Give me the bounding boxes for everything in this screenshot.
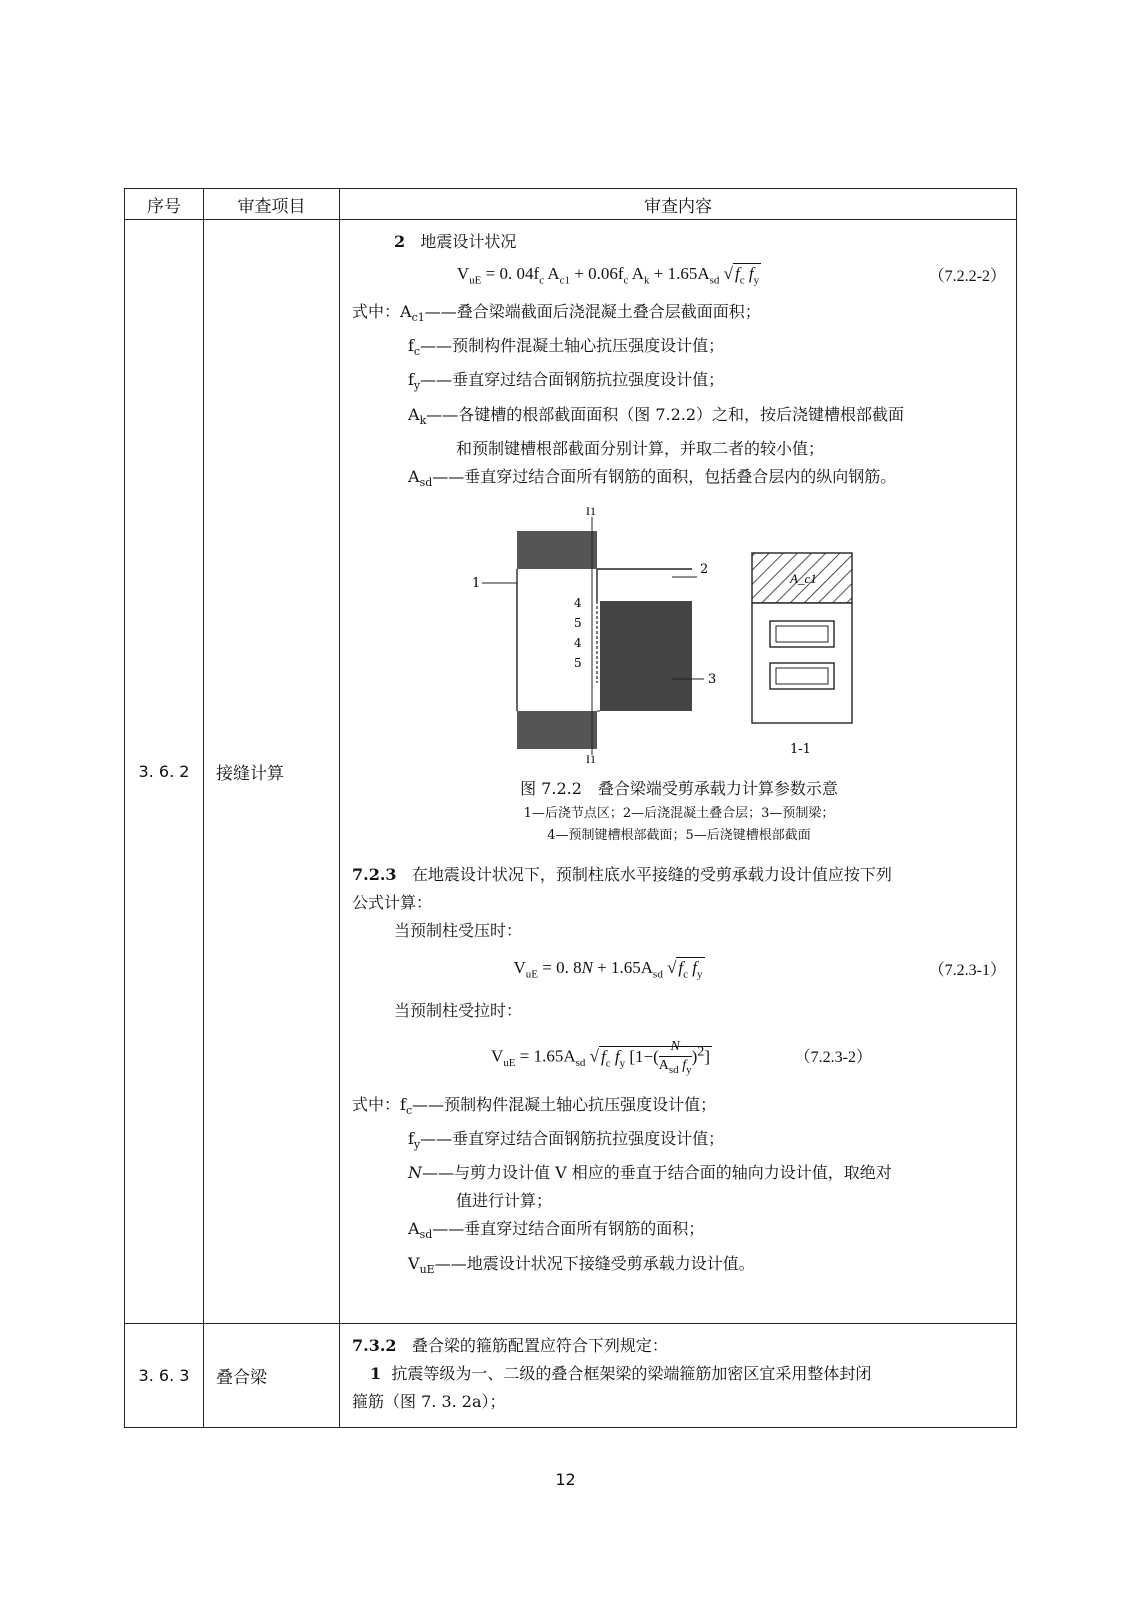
lower-column-block (517, 711, 597, 749)
label-5a: 5 (574, 615, 582, 630)
row-number: 3. 6. 3 (125, 1324, 204, 1428)
equation-number: （7.2.2-2） (928, 268, 1006, 285)
header-no: 序号 (125, 189, 204, 220)
clause-item-1-continued: 箍筋（图 7. 3. 2a）； (352, 1392, 506, 1411)
row-content (340, 1324, 1017, 1428)
definition-line: $f_y——$垂直穿过结合面钢筋抗拉强度设计值； (408, 370, 725, 393)
definition-line: 式中：$f_c——$预制构件混凝土轴心抗压强度设计值； (352, 1094, 717, 1118)
figure-legend-line-2: 4—预制键槽根部截面；5—后浇键槽根部截面 (547, 827, 811, 843)
equation-7-2-3-1 (352, 945, 1006, 997)
precast-beam (600, 601, 692, 711)
label-3: 3 (708, 671, 717, 687)
table-header-row (125, 189, 1017, 220)
formula: $V_{uE} = 0$. $8N + 1.65A_{sd}$ √ $f_c$ $f_y$ (513, 957, 703, 981)
equation-number: （7.2.3-2） (794, 1048, 872, 1066)
section-caption: 1-1 (790, 741, 811, 757)
label-4a: 4 (574, 595, 582, 610)
definition-line: 值进行计算； (456, 1191, 553, 1211)
table-row (125, 220, 1017, 1324)
clause-7-3-2: 7.3.2 叠合梁的箍筋配置应符合下列规定： (352, 1336, 668, 1355)
label-2: 2 (700, 561, 709, 577)
subsection-heading: 2 地震设计状况 (394, 232, 517, 251)
case-compression: 当预制柱受压时： (394, 920, 523, 940)
clause-item-1: 1 抗震等级为一、二级的叠合框架梁的梁端箍筋加密区宜采用整体封闭 (370, 1364, 872, 1383)
review-table (124, 188, 1017, 1428)
definition-line: N——与剪力设计值 V 相应的垂直于结合面的轴向力设计值，取绝对 (408, 1163, 892, 1183)
definitions (352, 298, 1006, 497)
figure-caption: 图 7.2.2 叠合梁端受剪承载力计算参数示意 (520, 778, 838, 798)
row-content (340, 220, 1017, 1324)
equation-7-2-2-2 (352, 256, 1006, 298)
equation-7-2-3-2 (352, 1025, 1006, 1091)
definition-line: $V_{uE}——$地震设计状况下接缝受剪承载力设计值。 (408, 1253, 755, 1276)
section-mark-bottom: I1 (586, 751, 596, 765)
label-1: 1 (472, 575, 481, 591)
figure-7-2-2 (352, 503, 1006, 773)
header-item: 审查项目 (204, 189, 340, 220)
table-row (125, 1324, 1017, 1428)
definitions (352, 1091, 1006, 1284)
formula: $V_{uE} = 0$. $04f_c$ $A_{c1} + 0.06f_c$ $A_k + 1.65A_{sd}$ √ $f_c$ $f_y$ (456, 263, 760, 287)
definition-line: 和预制键槽根部截面分别计算，并取二者的较小值； (456, 438, 825, 458)
section-mark-top: I1 (586, 503, 596, 518)
label-5b: 5 (574, 655, 582, 670)
definition-line: $A_{sd}——$垂直穿过结合面所有钢筋的面积，包括叠合层内的纵向钢筋。 (408, 466, 897, 489)
figure-legend-line-1: 1—后浇节点区；2—后浇混凝土叠合层；3—预制梁； (523, 805, 835, 821)
row-item: 接缝计算 (204, 220, 340, 1324)
section-area-label: A_c1 (790, 570, 817, 586)
row-item: 叠合梁 (204, 1324, 340, 1428)
formula: $V_{uE} = 1.65A_{sd}$ √ $f_c$ $f_y$ [1−( $\frac{N}{A_{sd} f_y}$ )$^2$] (490, 1038, 710, 1076)
clause-7-2-3: 7.2.3 在地震设计状况下，预制柱底水平接缝的受剪承载力设计值应按下列 (352, 864, 892, 884)
case-tension: 当预制柱受拉时： (394, 1000, 523, 1020)
definition-line: $f_y——$垂直穿过结合面钢筋抗拉强度设计值； (408, 1129, 725, 1152)
equation-number: （7.2.3-1） (928, 961, 1006, 979)
definition-line: $A_{sd}——$垂直穿过结合面所有钢筋的面积； (408, 1219, 705, 1242)
row-number: 3. 6. 2 (125, 220, 204, 1324)
upper-column-block (517, 531, 597, 569)
page-number: 12 (555, 1470, 576, 1489)
clause-text-continued: 公式计算： (352, 892, 433, 912)
definition-line: $A_k——$各键槽的根部截面面积（图 7.2.2）之和，按后浇键槽根部截面 (408, 404, 905, 427)
beam-end-diagram (352, 503, 992, 765)
label-4b: 4 (574, 635, 582, 650)
definition-line: $f_c——$预制构件混凝土轴心抗压强度设计值； (408, 336, 725, 359)
definition-line: 式中：$A_{c1}——$叠合梁端截面后浇混凝土叠合层截面面积； (352, 302, 761, 325)
header-content: 审查内容 (340, 189, 1017, 220)
